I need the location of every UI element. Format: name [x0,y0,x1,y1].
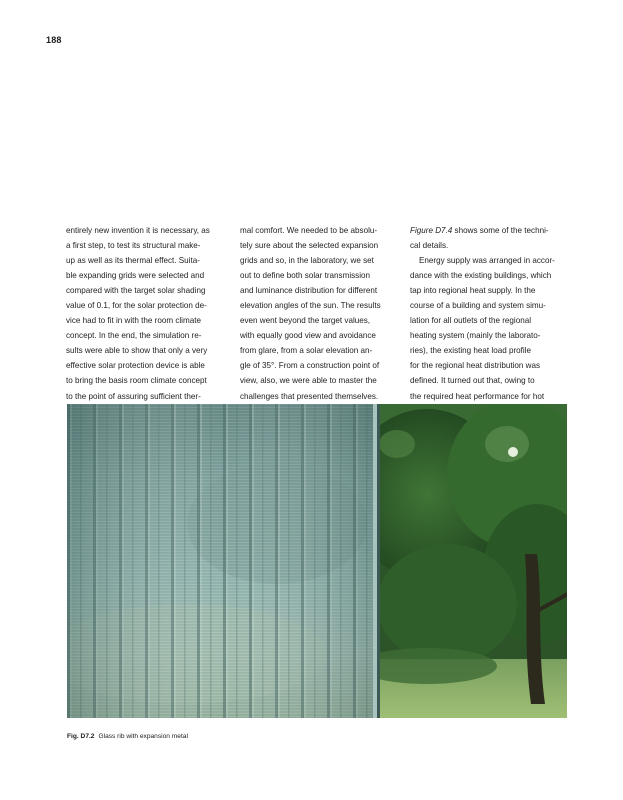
text-line: ble expanding grids were selected and [66,271,205,281]
text-line: elevation angles of the sun. The results [240,301,381,311]
text-line: to the point of assuring sufficient ther- [66,391,201,401]
text-fragment: shows some of the techni- [452,226,549,235]
text-line: a first step, to test its structural make- [66,241,201,251]
figure-label: Fig. D7.2 [67,733,95,740]
text-line: lation for all outlets of the regional [410,316,532,326]
text-column-3 [410,223,574,404]
text-line: value of 0.1, for the solar protection de- [66,301,207,311]
text-line: ries), the existing heat load profile [410,346,532,356]
text-line: sults were able to show that only a very [66,346,208,356]
text-line: even went beyond the target values, [240,316,371,326]
page-number: 188 [46,35,62,45]
text-line: course of a building and system simu- [410,301,546,311]
text-line: gle of 35°. From a construction point of [240,361,380,371]
text-column-2 [240,223,404,404]
text-line: heating system (mainly the laborato- [410,331,541,341]
text-line: defined. It turned out that, owing to [410,376,535,386]
text-line: effective solar protection device is able [66,361,205,371]
glass-rib-photo [67,404,567,718]
text-line: to bring the basis room climate concept [66,376,207,386]
text-line [410,223,574,238]
caption-text: Glass rib with expansion metal [98,733,188,740]
text-line: compared with the target solar shading [66,286,206,296]
text-line: dance with the existing buildings, which [410,271,552,281]
text-line: view, also, we were able to master the [240,376,377,386]
figure-photo [67,404,567,718]
figure-reference: Figure D7.4 [410,226,453,235]
text-line: from glare, from a solar elevation an- [240,346,373,356]
text-line: grids and so, in the laboratory, we set [240,256,374,266]
paragraph [240,223,404,404]
text-line: up as well as its thermal effect. Suita- [66,256,200,266]
text-line: mal comfort. We needed to be absolu- [240,226,378,235]
figure-caption [67,733,188,740]
text-line: and luminance distribution for different [240,286,378,296]
text-line: concept. In the end, the simulation re- [66,331,202,341]
text-line: for the regional heat distribution was [410,361,541,371]
text-line: challenges that presented themselves. [240,391,379,401]
text-line: the required heat performance for hot [410,391,545,401]
text-line: tely sure about the selected expansion [240,241,379,251]
text-line: tap into regional heat supply. In the [410,286,536,296]
text-line: vice had to fit in with the room climate [66,316,201,326]
text-line: entirely new invention it is necessary, as [66,226,210,235]
text-column-1 [66,223,230,404]
paragraph [66,223,230,404]
text-line: cal details. [410,241,449,251]
text-line: with equally good view and avoidance [240,331,376,341]
text-line: out to define both solar transmission [240,271,371,281]
paragraph [410,223,574,404]
text-line: Energy supply was arranged in accor- [410,256,555,266]
